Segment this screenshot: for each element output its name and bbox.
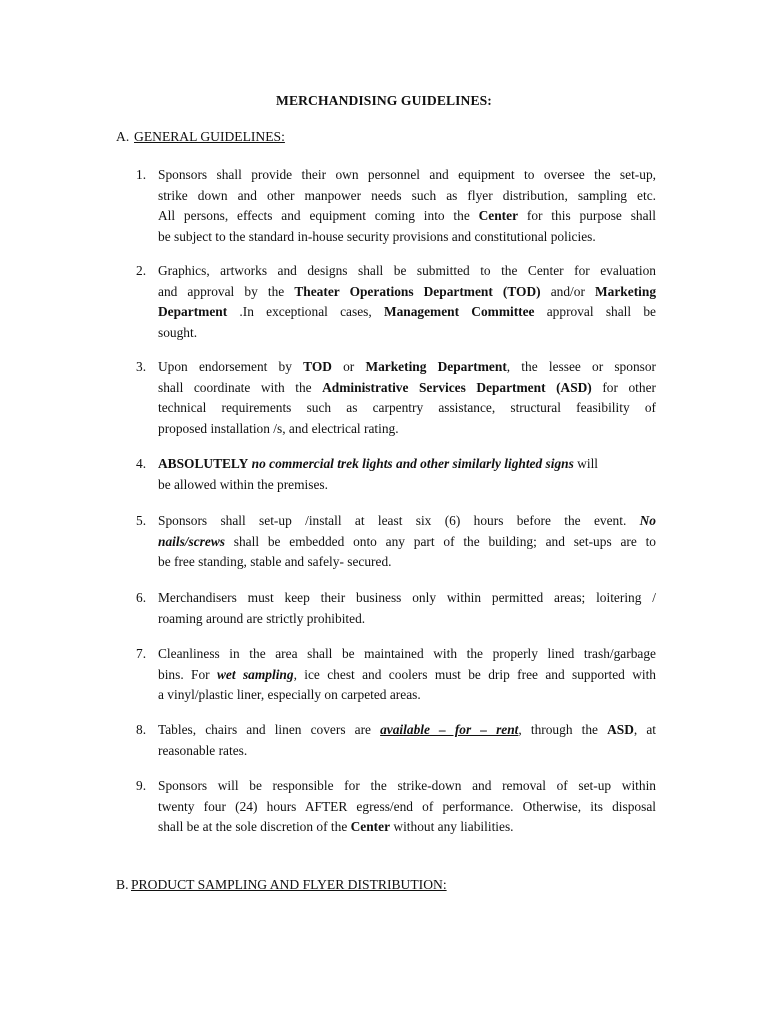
list-item [136, 261, 656, 343]
text-line: Cleanliness in the area shall be maintained with the properly lined trash/garbage [158, 646, 656, 661]
text-line: strike down and other manpower needs such as flyer distribution, sampling etc. [158, 187, 656, 203]
list-item-text [158, 720, 656, 761]
list-item-text [158, 644, 656, 706]
text-line: be free standing, stable and safely- secured. [158, 554, 392, 570]
text-line: ABSOLUTELY no commercial trek lights and other similarly lighted signs will [158, 456, 599, 471]
text-line: All persons, effects and equipment coming into the Center for this purpose shall [158, 208, 656, 224]
list-item-text [158, 511, 656, 573]
list-item-number: 9. [136, 778, 147, 793]
list-item-number: 4. [136, 456, 147, 471]
list-item [136, 644, 656, 706]
section-a-letter: A. [116, 129, 130, 144]
text-line: and approval by the Theater Operations Department (TOD) and/or Marketing [158, 283, 657, 299]
text-line: Department .In exceptional cases, Management Committee approval shall be [158, 304, 656, 320]
list-item-number: 3. [136, 359, 147, 374]
list-item-text [158, 357, 656, 439]
list-item [136, 776, 656, 838]
list-item-number: 1. [136, 167, 147, 182]
section-b-heading [116, 877, 447, 893]
list-item-text [158, 165, 656, 247]
text-line: roaming around are strictly prohibited. [158, 610, 366, 626]
text-line: Sponsors shall provide their own personnel and equipment to oversee the set-up, [158, 167, 656, 182]
text-line: Sponsors shall set-up /install at least six (6) hours before the event. No [158, 513, 656, 528]
list-item-text [158, 776, 656, 838]
document-title: MERCHANDISING GUIDELINES: [276, 93, 492, 108]
list-item [136, 357, 656, 439]
text-line: Sponsors will be responsible for the strike-down and removal of set-up within [158, 778, 656, 793]
list-item-number: 7. [136, 646, 147, 661]
list-item [136, 454, 656, 495]
text-line: Upon endorsement by TOD or Marketing Department, the lessee or sponsor [158, 359, 657, 374]
text-line: a vinyl/plastic liner, especially on carpeted areas. [158, 687, 421, 703]
text-line: be allowed within the premises. [158, 476, 328, 492]
list-item-number: 8. [136, 722, 147, 737]
section-b-letter: B. [116, 877, 129, 892]
list-item-number: 2. [136, 263, 147, 278]
section-b-title: PRODUCT SAMPLING AND FLYER DISTRIBUTION: [131, 877, 447, 892]
list-item-text [158, 454, 656, 495]
text-line: technical requirements such as carpentry assistance, structural feasibility of [158, 400, 656, 416]
list-item-number: 6. [136, 590, 147, 605]
section-a-title: GENERAL GUIDELINES: [134, 129, 285, 144]
list-item [136, 165, 656, 247]
text-line: Tables, chairs and linen covers are available – for – rent, through the ASD, at [158, 722, 656, 737]
text-line: bins. For wet sampling, ice chest and coolers must be drip free and supported with [158, 666, 656, 682]
text-line: Graphics, artworks and designs shall be submitted to the Center for evaluation [158, 263, 656, 278]
list-item-text [158, 261, 656, 343]
text-line: shall be at the sole discretion of the Center without any liabilities. [158, 819, 514, 835]
text-line: reasonable rates. [158, 742, 248, 758]
text-line: sought. [158, 324, 198, 340]
text-line: twenty four (24) hours AFTER egress/end of performance. Otherwise, its disposal [158, 798, 656, 814]
section-a-heading [116, 129, 285, 145]
list-item-text [158, 588, 656, 629]
list-item-number: 5. [136, 513, 147, 528]
list-item [136, 588, 656, 629]
text-line: shall coordinate with the Administrative Services Department (ASD) for other [158, 379, 656, 395]
text-line: nails/screws shall be embedded onto any part of the building; and set-ups are to [158, 533, 656, 549]
text-line: proposed installation /s, and electrical rating. [158, 420, 399, 436]
list-item [136, 511, 656, 573]
list-item [136, 720, 656, 761]
text-line: be subject to the standard in-house security provisions and constitutional policies. [158, 228, 596, 244]
text-line: Merchandisers must keep their business only within permitted areas; loitering / [158, 590, 656, 605]
